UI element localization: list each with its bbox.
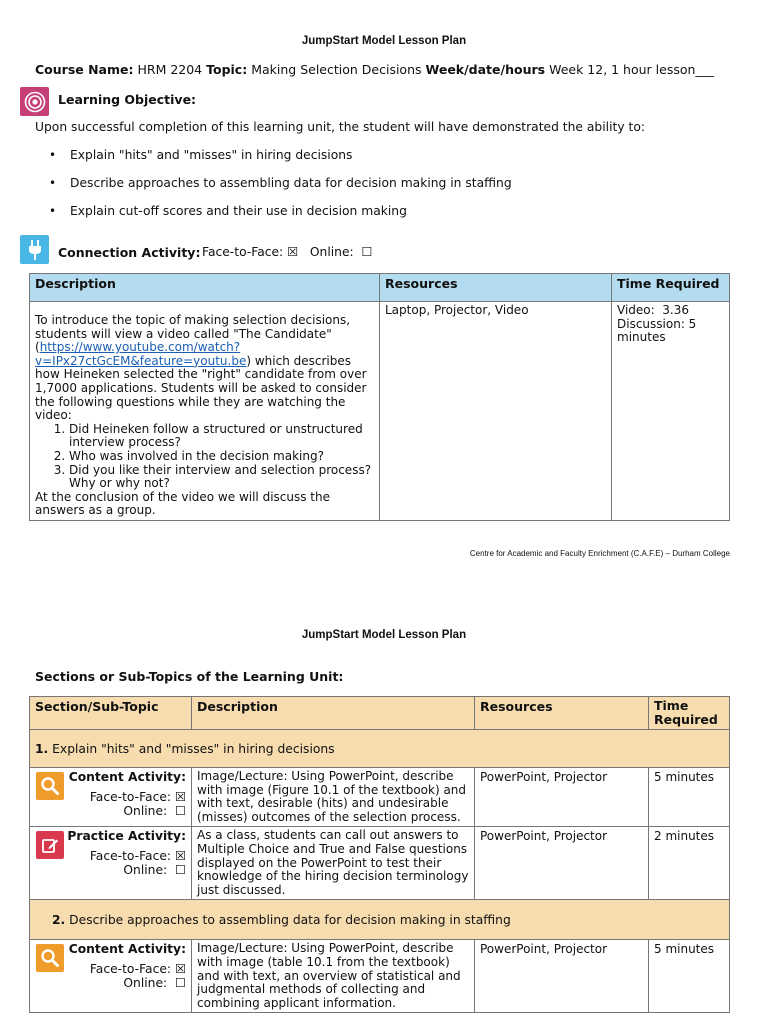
week-label: Week/date/hours: [425, 62, 546, 77]
connection-activity-heading: Connection Activity:: [58, 245, 201, 260]
description-cell: To introduce the topic of making selection decisions, students will view a video called "The Candidate" (https://www.youtube.com/watch?v=IPx27ctGcEM&feature=youtu.be) which describes how Heineken selected the "right" candidate from over 1,7000 applications. Students will be asked to consider the following questions while they are watching the video: 1. Did Heineken follow a structured or unstructured interview process? 2. Who was involved in the decision making? 3. Did you like their interview and selection process? Why or why not? At the conclusion of the video we will discuss the answers as a group.: [30, 302, 380, 521]
list-item: • Describe approaches to assembling data for decision making in staffing: [50, 176, 512, 190]
section-row: 2. Describe approaches to assembling data for decision making in staffing: [30, 900, 730, 940]
column-header: Section/Sub-Topic: [30, 697, 192, 730]
column-header: Description: [30, 274, 380, 302]
course-value: HRM 2204: [137, 62, 203, 77]
page-title: JumpStart Model Lesson Plan: [301, 35, 467, 47]
description-cell: As a class, students can call out answers to Multiple Choice and True and False questions displayed on the PowerPoint to test their knowledge of the hiring decision terminology just discussed.: [192, 827, 475, 900]
column-header: Resources: [380, 274, 612, 302]
page-footer: Centre for Academic and Faculty Enrichment (C.A.F.E) – Durham College: [469, 549, 730, 558]
activity-cell: Content Activity: Face-to-Face: ☒ Online: ☐: [30, 940, 192, 1013]
list-item: 1. Did Heineken follow a structured or unstructured interview process?: [69, 423, 374, 450]
question-list: [35, 423, 374, 491]
magnifier-icon: [36, 772, 64, 800]
connection-modes: Face-to-Face: ☒ Online: ☐: [202, 245, 373, 259]
time-cell: Video: 3.36 Discussion: 5 minutes: [612, 302, 730, 521]
page-title: JumpStart Model Lesson Plan: [301, 629, 467, 641]
resources-cell: Laptop, Projector, Video: [380, 302, 612, 521]
list-item: 3. Did you like their interview and selection process? Why or why not?: [69, 464, 374, 491]
topic-label: Topic:: [206, 62, 248, 77]
activity-cell: Practice Activity: Face-to-Face: ☒ Online: ☐: [30, 827, 192, 900]
learning-objective-heading: Learning Objective:: [58, 92, 197, 107]
target-icon: [20, 87, 49, 116]
plug-icon: [20, 235, 49, 264]
sections-table: [29, 696, 730, 1013]
description-cell: Image/Lecture: Using PowerPoint, describe with image (Figure 10.1 of the textbook) and with text, desirable (hits) and undesirable (misses) outcomes of the selection process.: [192, 768, 475, 827]
week-value: Week 12, 1 hour lesson___: [549, 62, 715, 77]
objective-intro: Upon successful completion of this learning unit, the student will have demonstrated the ability to:: [35, 120, 645, 134]
topic-value: Making Selection Decisions: [251, 62, 422, 77]
video-link[interactable]: https://www.youtube.com/watch?v=IPx27ctGcEM&feature=youtu.be: [35, 340, 247, 368]
column-header: Time Required: [612, 274, 730, 302]
magnifier-icon: [36, 944, 64, 972]
time-cell: 5 minutes: [649, 768, 730, 827]
column-header: Time Required: [649, 697, 730, 730]
resources-cell: PowerPoint, Projector: [475, 940, 649, 1013]
list-item: • Explain cut-off scores and their use in decision making: [50, 204, 407, 218]
list-item: 2. Who was involved in the decision making?: [69, 450, 374, 464]
column-header: Resources: [475, 697, 649, 730]
column-header: Description: [192, 697, 475, 730]
resources-cell: PowerPoint, Projector: [475, 827, 649, 900]
resources-cell: PowerPoint, Projector: [475, 768, 649, 827]
course-info: [35, 62, 714, 77]
time-cell: 5 minutes: [649, 940, 730, 1013]
sections-heading: Sections or Sub-Topics of the Learning Unit:: [35, 669, 344, 684]
pencil-icon: [36, 831, 64, 859]
connection-table: [29, 273, 730, 521]
description-cell: Image/Lecture: Using PowerPoint, describe with image (table 10.1 from the textbook) and with text, an overview of statistical and judgmental methods of collecting and combining applicant information.: [192, 940, 475, 1013]
time-cell: 2 minutes: [649, 827, 730, 900]
course-label: Course Name:: [35, 62, 134, 77]
section-row: 1. Explain "hits" and "misses" in hiring decisions: [30, 730, 730, 768]
list-item: • Explain "hits" and "misses" in hiring decisions: [50, 148, 352, 162]
activity-cell: Content Activity: Face-to-Face: ☒ Online: ☐: [30, 768, 192, 827]
